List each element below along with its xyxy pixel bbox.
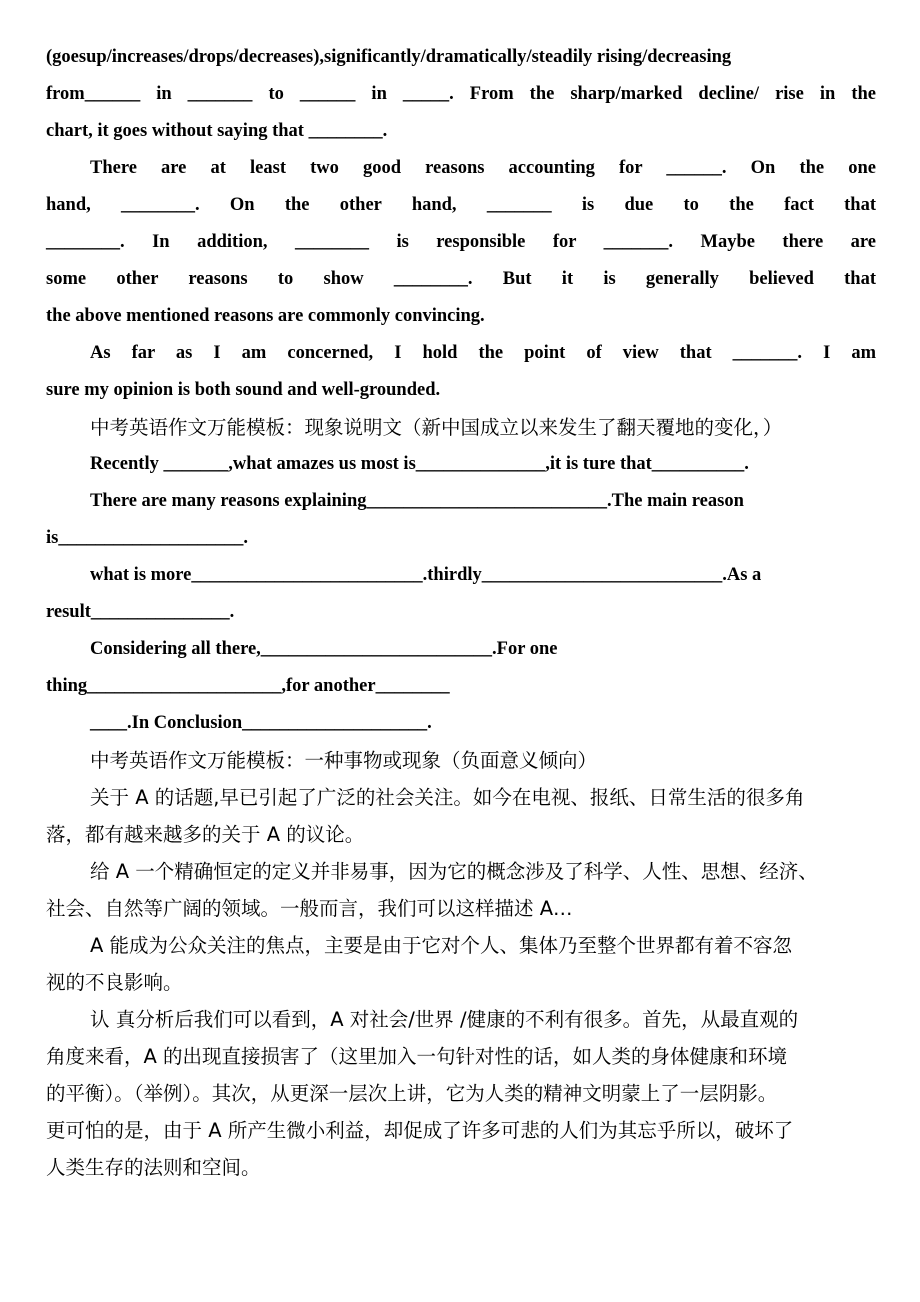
text-line: sure my opinion is both sound and well-grounded. bbox=[46, 380, 441, 400]
text-line: ____.In Conclusion____________________. bbox=[90, 713, 432, 733]
text-line: 给 A 一个精确恒定的定义并非易事，因为它的概念涉及了科学、人性、思想、经济、 bbox=[90, 860, 818, 883]
text-line: what is more_________________________.thirdly__________________________.As a bbox=[90, 565, 762, 585]
text-line: chart, it goes without saying that ________. bbox=[46, 121, 388, 141]
text-line: result_______________. bbox=[46, 602, 235, 622]
text-line: 落，都有越来越多的关于 A 的议论。 bbox=[46, 823, 365, 846]
text-line: 的平衡）。（举例）。其次，从更深一层次上讲，它为人类的精神文明蒙上了一层阴影。 bbox=[46, 1082, 778, 1105]
text-line: There are at least two good reasons accounting for ______. On the one bbox=[90, 158, 876, 178]
section-heading: 中考英语作文万能模板：现象说明文（新中国成立以来发生了翻天覆地的变化，） bbox=[90, 416, 783, 439]
text-line: A 能成为公众关注的焦点，主要是由于它对个人、集体乃至整个世界都有着不容忽 bbox=[90, 934, 793, 957]
text-line: 视的不良影响。 bbox=[46, 971, 183, 994]
text-line: 角度来看，A 的出现直接损害了（这里加入一句针对性的话，如人类的身体健康和环境 bbox=[46, 1045, 788, 1068]
text-line: Considering all there,_________________________.For one bbox=[90, 639, 558, 659]
text-line: hand, ________. On the other hand, _______ is due to the fact that bbox=[46, 195, 876, 215]
text-line: (goesup/increases/drops/decreases),significantly/dramatically/steadily rising/decreasing bbox=[46, 47, 732, 67]
text-line: from______ in _______ to ______ in _____. From the sharp/marked decline/ rise in the bbox=[46, 84, 876, 104]
text-line: 更可怕的是，由于 A 所产生微小利益，却促成了许多可悲的人们为其忘乎所以，破坏了 bbox=[46, 1119, 794, 1142]
text-line: There are many reasons explaining__________________________.The main reason bbox=[90, 491, 744, 511]
text-line: 关于 A 的话题,早已引起了广泛的社会关注。如今在电视、报纸、日常生活的很多角 bbox=[90, 786, 805, 809]
text-line: ________. In addition, ________ is responsible for _______. Maybe there are bbox=[46, 232, 876, 252]
text-line: 认 真分析后我们可以看到，A 对社会/世界 /健康的不利有很多。首先，从最直观的 bbox=[90, 1008, 799, 1031]
text-line: Recently _______,what amazes us most is______________,it is ture that__________. bbox=[90, 454, 749, 474]
text-line: As far as I am concerned, I hold the point of view that _______. I am bbox=[90, 343, 876, 363]
text-line: is____________________. bbox=[46, 528, 248, 548]
text-line: thing_____________________,for another________ bbox=[46, 676, 450, 696]
text-line: 社会、自然等广阔的领域。一般而言，我们可以这样描述 A… bbox=[46, 897, 573, 920]
text-line: 人类生存的法则和空间。 bbox=[46, 1156, 261, 1179]
section-heading: 中考英语作文万能模板：一种事物或现象（负面意义倾向） bbox=[90, 749, 598, 772]
text-line: the above mentioned reasons are commonly convincing. bbox=[46, 306, 485, 326]
text-line: some other reasons to show ________. But it is generally believed that bbox=[46, 269, 876, 289]
